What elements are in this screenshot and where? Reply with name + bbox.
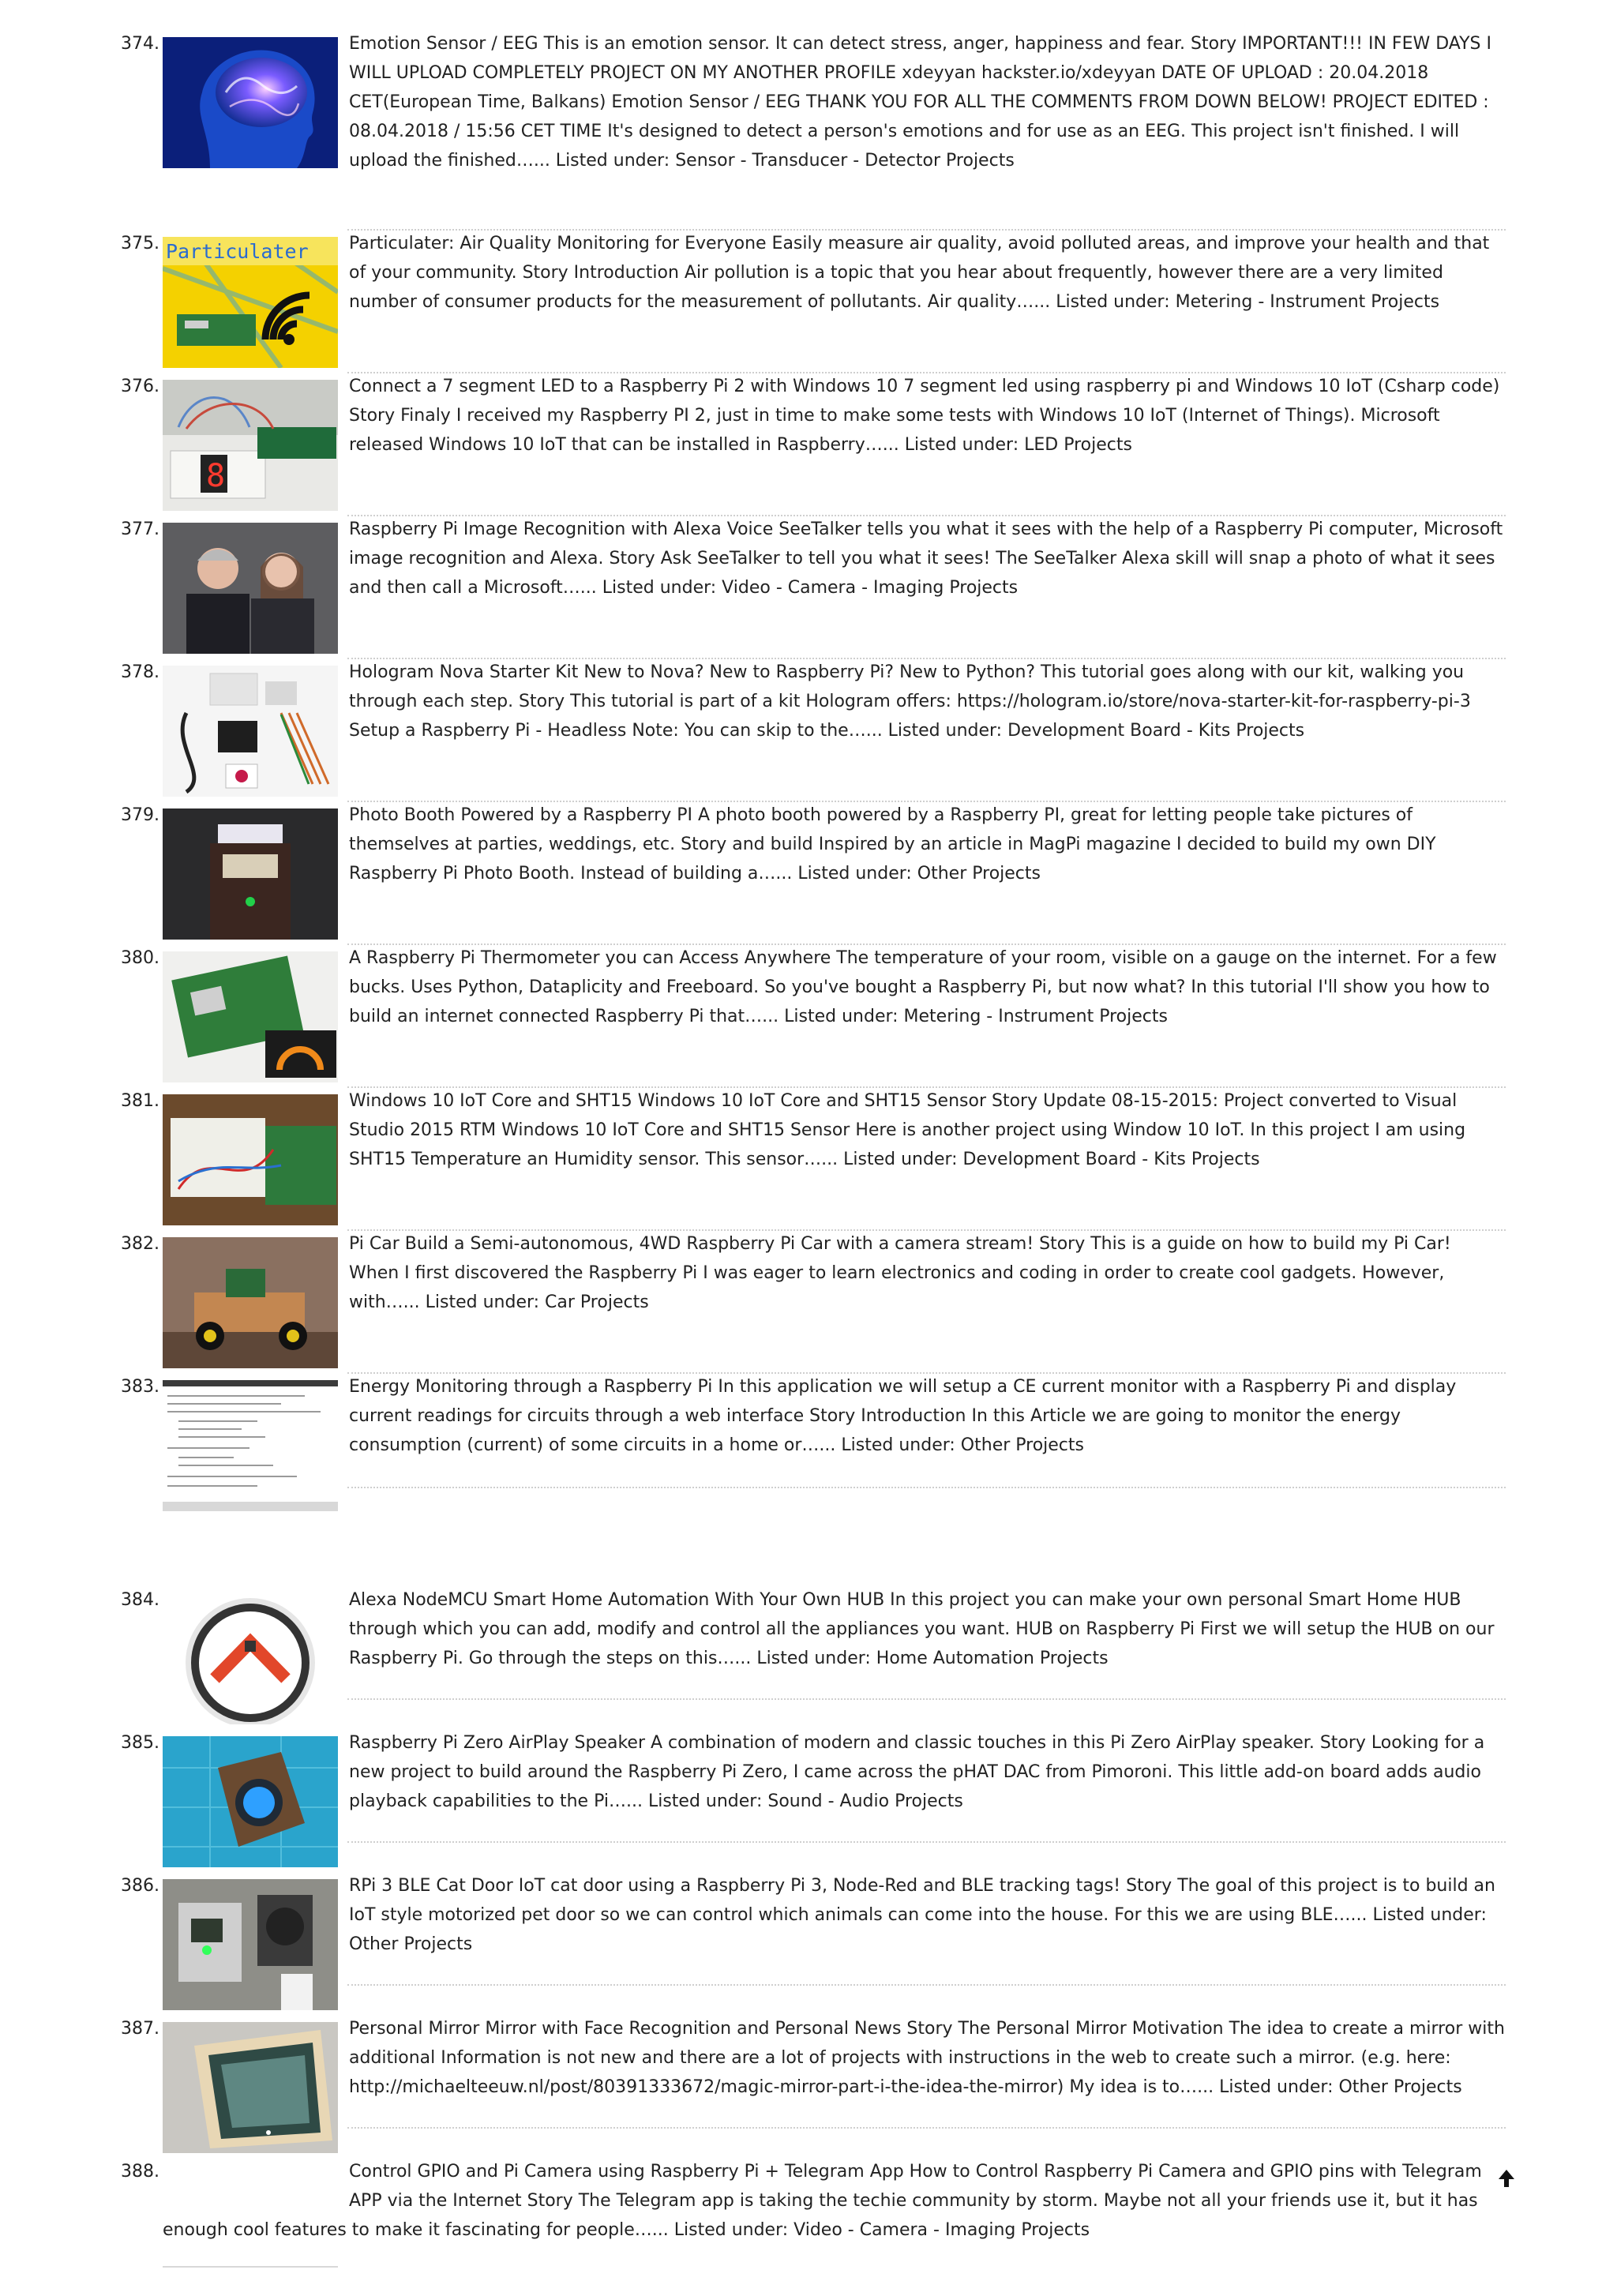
item-number: 388. bbox=[121, 2162, 159, 2182]
project-link[interactable]: Raspberry Pi Image Recognition with Alexa Voice SeeTalker tells you what it sees with the help of a Raspberry Pi computer, Microsoft image recognition and Alexa. Story Ask SeeTalker to tell you what it sees! The SeeTalker Alexa skill will snap a photo of what it sees and then call a Microsoft…... Listed under: Video - Camera - Imaging Projects bbox=[349, 520, 1503, 598]
thumbnail-label: Particulater bbox=[166, 240, 309, 263]
item-number: 375. bbox=[121, 234, 159, 253]
item-separator bbox=[347, 1229, 1506, 1231]
thumbnail-spacer bbox=[163, 229, 349, 355]
project-description bbox=[163, 1372, 1505, 1499]
item-separator bbox=[347, 372, 1506, 373]
project-link[interactable]: Energy Monitoring through a Raspberry Pi In this application we will setup a CE current monitor with a Raspberry Pi and display current readings for circuits through a web interface Story Introduction In this Article we are going to monitor the energy consumption (current) of some circuits in a home or…... Listed under: Other Projects bbox=[349, 1377, 1457, 1455]
item-number: 384. bbox=[121, 1590, 159, 1610]
item-separator bbox=[347, 1372, 1506, 1374]
thumbnail-spacer bbox=[163, 944, 349, 1070]
project-link[interactable]: Photo Booth Powered by a Raspberry PI A photo booth powered by a Raspberry PI, great for letting people take pictures of themselves at parties, weddings, etc. Story and build Inspired by an article in MagPi magazine I decided to build my own DIY Raspberry Pi Photo Booth. Instead of building a…... Listed under: Other Projects bbox=[349, 805, 1436, 884]
item-separator bbox=[347, 2127, 1506, 2129]
item-separator bbox=[347, 1984, 1506, 1986]
item-separator bbox=[347, 229, 1506, 231]
project-description bbox=[163, 515, 1505, 641]
project-description bbox=[163, 2014, 1505, 2140]
item-number: 377. bbox=[121, 520, 159, 539]
item-number: 376. bbox=[121, 377, 159, 396]
item-separator bbox=[347, 515, 1506, 516]
thumbnail-spacer bbox=[163, 1728, 349, 1855]
thumbnail-spacer bbox=[163, 1871, 349, 1998]
thumbnail-spacer bbox=[163, 1086, 349, 1213]
project-link[interactable]: Windows 10 IoT Core and SHT15 Windows 10 IoT Core and SHT15 Sensor Story Update 08-15-2015: Project converted to Visual Studio 2015 RTM Windows 10 IoT Core and SHT15 Sensor Here is another project using Window 10 IoT. In this project I am using SHT15 Temperature an Humidity sensor. This sensor…... Listed under: Development Board - Kits Projects bbox=[349, 1091, 1466, 1169]
item-separator bbox=[347, 801, 1506, 802]
item-separator bbox=[347, 944, 1506, 945]
project-link[interactable]: A Raspberry Pi Thermometer you can Access Anywhere The temperature of your room, visible on a gauge on the internet. For a few bucks. Uses Python, Dataplicity and Freeboard. So you've bought a Raspberry Pi, but now what? In this tutorial I'll show you how to build an internet connected Raspberry Pi that…... Listed under: Metering - Instrument Projects bbox=[349, 948, 1497, 1026]
project-link[interactable]: Connect a 7 segment LED to a Raspberry Pi 2 with Windows 10 7 segment led using raspberry pi and Windows 10 IoT (Csharp code) Story Finaly I received my Raspberry PI 2, just in time to make some tests with Windows 10 IoT (Internet of Things). Microsoft released Windows 10 IoT that can be installed in Raspberry…... Listed under: LED Projects bbox=[349, 377, 1500, 455]
project-link[interactable]: Alexa NodeMCU Smart Home Automation With Your Own HUB In this project you can make your own personal Smart Home HUB through which you can add, modify and control all the appliances you want. HUB on Raspberry Pi First we will setup the HUB on our Raspberry Pi. Go through the steps on this…... Listed under: Home Automation Projects bbox=[349, 1590, 1495, 1668]
project-description bbox=[163, 1086, 1505, 1213]
arrow-up-icon[interactable] bbox=[1497, 2168, 1516, 2189]
item-number: 383. bbox=[121, 1377, 159, 1397]
item-number: 382. bbox=[121, 1234, 159, 1254]
project-description bbox=[163, 1728, 1505, 1855]
thumbnail-spacer bbox=[163, 515, 349, 641]
thumbnail-spacer bbox=[163, 2157, 349, 2212]
thumbnail-spacer bbox=[163, 2014, 349, 2140]
item-separator bbox=[347, 1841, 1506, 1843]
item-number: 386. bbox=[121, 1876, 159, 1896]
project-description bbox=[163, 1871, 1505, 1998]
project-link[interactable]: Control GPIO and Pi Camera using Raspberry Pi + Telegram App How to Control Raspberry Pi Camera and GPIO pins with Telegram APP via the Internet Story The Telegram app is taking the techie community by storm. Maybe not all your friends use it, but it has enough cool features to make it fascinating for people…... Listed under: Video - Camera - Imaging Projects bbox=[163, 2162, 1482, 2240]
project-link[interactable]: RPi 3 BLE Cat Door IoT cat door using a Raspberry Pi 3, Node-Red and BLE tracking tags! Story The goal of this project is to build an IoT style motorized pet door so we can control which animals can come into the house. For this we are using BLE…... Listed under: Other Projects bbox=[349, 1876, 1495, 1954]
item-number: 374. bbox=[121, 34, 159, 54]
thumbnail-spacer bbox=[163, 29, 349, 156]
svg-text:8: 8 bbox=[206, 458, 226, 494]
thumbnail-spacer bbox=[163, 801, 349, 927]
project-description bbox=[163, 372, 1505, 498]
thumbnail-spacer bbox=[163, 1585, 349, 1712]
project-description bbox=[163, 944, 1505, 1070]
project-link[interactable]: Particulater: Air Quality Monitoring for Everyone Easily measure air quality, avoid polluted areas, and improve your health and that of your community. Story Introduction Air pollution is a topic that you hear about frequently, however there are a very limited number of consumer products for the measurement of pollutants. Air quality…... Listed under: Metering - Instrument Projects bbox=[349, 234, 1490, 312]
item-number: 385. bbox=[121, 1733, 159, 1753]
thumbnail-spacer bbox=[163, 1229, 349, 1356]
item-number: 387. bbox=[121, 2019, 159, 2039]
item-number: 380. bbox=[121, 948, 159, 968]
project-description bbox=[163, 229, 1505, 355]
thumbnail-spacer bbox=[163, 1372, 349, 1499]
project-description bbox=[163, 29, 1505, 175]
project-description bbox=[163, 1585, 1505, 1712]
item-number: 381. bbox=[121, 1091, 159, 1111]
project-link[interactable]: Hologram Nova Starter Kit New to Nova? New to Raspberry Pi? New to Python? This tutorial goes along with our kit, walking you through each step. Story This tutorial is part of a kit Hologram offers: https://hologram.io/store/nova-starter-kit-for-raspberry-pi-3 Setup a Raspberry Pi - Headless Note: You can skip to the…... Listed under: Development Board - Kits Projects bbox=[349, 662, 1471, 741]
item-separator bbox=[347, 1086, 1506, 1088]
project-description bbox=[163, 1229, 1505, 1356]
project-link[interactable]: Pi Car Build a Semi-autonomous, 4WD Raspberry Pi Car with a camera stream! Story This is a guide on how to build my Pi Car! When I first discovered the Raspberry Pi I was eager to learn electronics and coding in order to create cool gadgets. However, with…... Listed under: Car Projects bbox=[349, 1234, 1451, 1312]
project-description bbox=[163, 658, 1505, 784]
item-number: 379. bbox=[121, 805, 159, 825]
project-link[interactable]: Raspberry Pi Zero AirPlay Speaker A combination of modern and classic touches in this Pi Zero AirPlay speaker. Story Looking for a new project to build around the Raspberry Pi Zero, I came across the pHAT DAC from Pimoroni. This little add-on board adds audio playback capabilities to the Pi…... Listed under: Sound - Audio Projects bbox=[349, 1733, 1485, 1811]
project-description bbox=[163, 2157, 1505, 2245]
project-description bbox=[163, 801, 1505, 927]
thumbnail-spacer bbox=[163, 372, 349, 498]
item-separator bbox=[347, 1698, 1506, 1700]
item-separator bbox=[347, 658, 1506, 659]
bottom-divider bbox=[163, 2266, 338, 2268]
project-link[interactable]: Emotion Sensor / EEG This is an emotion sensor. It can detect stress, anger, happiness and fear. Story IMPORTANT!!! IN FEW DAYS I WILL UPLOAD COMPLETELY PROJECT ON MY ANOTHER PROFILE xdeyyan hackster.io/xdeyyan DATE OF UPLOAD : 20.04.2018 CET(European Time, Balkans) Emotion Sensor / EEG THANK YOU FOR ALL THE COMMENTS FROM DOWN BELOW! PROJECT EDITED : 08.04.2018 / 15:56 CET TIME It's designed to detect a person's emotions and for use as an EEG. This project isn't finished. I will upload the finished…... Listed under: Sensor - Transducer - Detector Projects bbox=[349, 34, 1492, 171]
item-separator bbox=[347, 1487, 1506, 1488]
project-link[interactable]: Personal Mirror Mirror with Face Recognition and Personal News Story The Personal Mirror Motivation The idea to create a mirror with additional Information is not new and there are a lot of projects with instructions in the web to create such a mirror. (e.g. here: http://michaelteeuw.nl/post/80391333672/magic-mirror-part-i-the-idea-the-mirror) My idea is to…... Listed under: Other Projects bbox=[349, 2019, 1505, 2097]
thumbnail-spacer bbox=[163, 658, 349, 784]
item-number: 378. bbox=[121, 662, 159, 682]
